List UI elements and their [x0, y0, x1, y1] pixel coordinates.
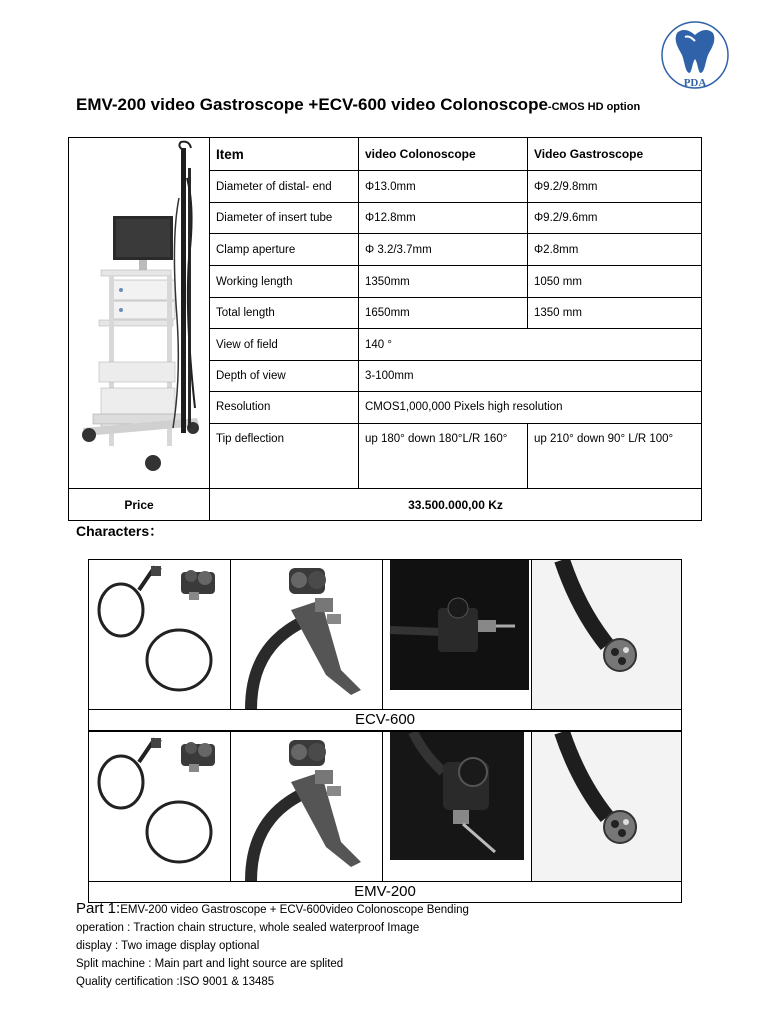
part1-line: display : Two image display optional	[76, 940, 260, 952]
part1-line: Split machine : Main part and light source are splited	[76, 958, 344, 970]
table-header-item: Item	[210, 138, 359, 171]
distal-tip-photo	[532, 732, 681, 881]
characters-heading: Characters：	[76, 523, 164, 539]
price-label: Price	[69, 489, 210, 521]
row-gastroscope-value: 1350 mm	[528, 297, 702, 328]
endoscopy-cart-illustration	[69, 138, 210, 485]
distal-tip-photo	[532, 560, 681, 709]
row-colonoscope-value: Φ12.8mm	[359, 202, 528, 233]
light-guide-connector-photo	[383, 560, 532, 709]
endoscopy-cart-image	[69, 138, 210, 489]
row-label: Resolution	[210, 391, 359, 423]
gallery-row	[88, 731, 682, 881]
page-title-main: EMV-200 video Gastroscope +ECV-600 video Colonoscope	[76, 95, 548, 114]
gallery-row	[88, 559, 682, 709]
row-label: View of field	[210, 329, 359, 361]
light-guide-connector-photo	[383, 732, 532, 881]
page-title	[76, 95, 640, 115]
part1-section	[76, 900, 469, 991]
price-row	[69, 489, 702, 521]
gallery-caption-emv-200: EMV-200	[88, 881, 682, 903]
row-colonoscope-value: up 180° down 180°L/R 160°	[359, 424, 528, 489]
row-label: Clamp aperture	[210, 234, 359, 266]
price-value: 33.500.000,00 Kz	[210, 489, 702, 521]
row-gastroscope-value: Φ2.8mm	[528, 234, 702, 266]
control-handle-photo	[231, 732, 382, 881]
table-header-gastroscope: Video Gastroscope	[528, 138, 702, 171]
pda-logo	[655, 15, 735, 95]
row-label: Diameter of distal- end	[210, 171, 359, 202]
part1-line: EMV-200 video Gastroscope + ECV-600video Colonoscope Bending	[120, 904, 469, 916]
product-gallery	[88, 559, 682, 903]
row-label: Depth of view	[210, 361, 359, 391]
row-shared-value: 140 °	[359, 329, 702, 361]
row-colonoscope-value: 1350mm	[359, 266, 528, 297]
row-label: Working length	[210, 266, 359, 297]
part1-line: Quality certification :ISO 9001 & 13485	[76, 976, 275, 988]
row-label: Diameter of insert tube	[210, 202, 359, 233]
scope-overview-photo	[89, 732, 231, 881]
row-label: Tip deflection	[210, 424, 359, 489]
row-shared-value: CMOS1,000,000 Pixels high resolution	[359, 391, 702, 423]
row-colonoscope-value: Φ 3.2/3.7mm	[359, 234, 528, 266]
row-gastroscope-value: Φ9.2/9.8mm	[528, 171, 702, 202]
row-colonoscope-value: 1650mm	[359, 297, 528, 328]
page-title-sub: -CMOS HD option	[547, 101, 641, 113]
table-header-colonoscope: video Colonoscope	[359, 138, 528, 171]
spec-table	[68, 137, 702, 521]
row-gastroscope-value: up 210° down 90° L/R 100°	[528, 424, 702, 489]
row-shared-value: 3-100mm	[359, 361, 702, 391]
row-label: Total length	[210, 297, 359, 328]
row-colonoscope-value: Φ13.0mm	[359, 171, 528, 202]
part1-line: operation : Traction chain structure, whole sealed waterproof Image	[76, 922, 420, 934]
scope-overview-photo	[89, 560, 231, 709]
gallery-caption-ecv-600: ECV-600	[88, 709, 682, 731]
part1-lead: Part 1:	[76, 900, 121, 917]
logo-text: PDA	[683, 77, 707, 89]
row-gastroscope-value: 1050 mm	[528, 266, 702, 297]
control-handle-photo	[231, 560, 382, 709]
row-gastroscope-value: Φ9.2/9.6mm	[528, 202, 702, 233]
